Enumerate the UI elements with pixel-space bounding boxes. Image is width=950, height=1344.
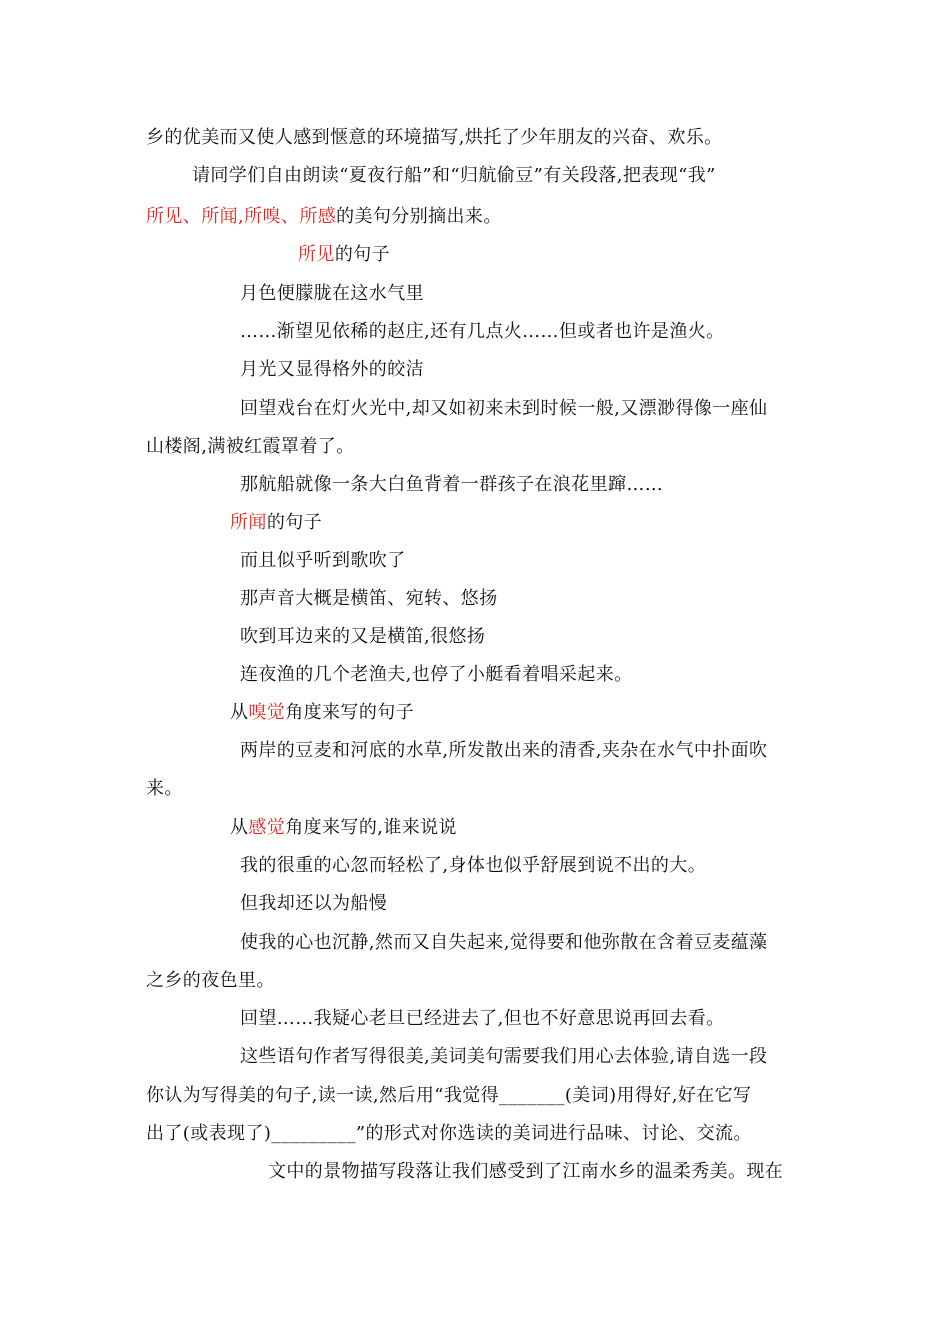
- heading-text: 角度来写的句子: [285, 702, 415, 723]
- highlight-senses: 所见、所闻,所嗅、所感: [146, 206, 337, 227]
- highlight-heard: 所闻: [230, 512, 267, 533]
- heading-text: 从: [230, 702, 249, 723]
- quote-line: 回望……我疑心老旦已经进去了,但也不好意思说再回去看。: [240, 1008, 725, 1029]
- quote-line: 吹到耳边来的又是横笛,很悠扬: [240, 626, 486, 647]
- heading-seen: [298, 243, 390, 267]
- quote-line: 使我的心也沉静,然而又自失起来,觉得要和他弥散在含着豆麦蕴藻: [240, 932, 768, 953]
- task-line: 这些语句作者写得很美,美词美句需要我们用心去体验,请自选一段: [240, 1046, 768, 1067]
- task-line: 出了(或表现了)_________”的形式对你选读的美词进行品味、讨论、交流。: [146, 1123, 752, 1144]
- quote-line: 那航船就像一条大白鱼背着一群孩子在浪花里蹿……: [240, 474, 664, 495]
- quote-line: 来。: [146, 778, 183, 799]
- heading-feel: [230, 816, 457, 840]
- heading-heard: [230, 511, 322, 535]
- heading-smell: [230, 701, 414, 725]
- paragraph-text: 的美句分别摘出来。: [336, 206, 502, 227]
- quote-line: ……渐望见依稀的赵庄,还有几点火……但或者也许是渔火。: [240, 321, 725, 342]
- highlight-feel: 感觉: [248, 817, 286, 838]
- heading-text: 的句子: [266, 512, 323, 533]
- quote-line: 回望戏台在灯火光中,却又如初来未到时候一般,又漂渺得像一座仙: [240, 398, 768, 419]
- quote-line: 而且似乎听到歌吹了: [240, 550, 406, 571]
- heading-text: 从: [230, 817, 249, 838]
- quote-line: 连夜渔的几个老渔夫,也停了小艇看着唱采起来。: [240, 664, 633, 685]
- paragraph-line: [146, 205, 502, 229]
- quote-line: 那声音大概是横笛、宛转、悠扬: [240, 588, 498, 609]
- quote-line: 我的很重的心忽而轻松了,身体也似乎舒展到说不出的大。: [240, 855, 707, 876]
- quote-line: 两岸的豆麦和河底的水草,所发散出来的清香,夹杂在水气中扑面吹: [240, 740, 768, 761]
- heading-text: 的句子: [334, 244, 391, 265]
- quote-line: 但我却还以为船慢: [240, 893, 388, 914]
- quote-line: 之乡的夜色里。: [146, 970, 275, 991]
- highlight-seen: 所见: [298, 244, 335, 265]
- quote-line: 月光又显得格外的皎洁: [240, 359, 424, 380]
- paragraph-line: 请同学们自由朗读“夏夜行船”和“归航偷豆”有关段落,把表现“我”: [192, 165, 716, 186]
- paragraph-line: 文中的景物描写段落让我们感受到了江南水乡的温柔秀美。现在: [268, 1161, 784, 1182]
- quote-line: 月色便朦胧在这水气里: [240, 283, 424, 304]
- task-line: 你认为写得美的句子,读一读,然后用“我觉得_______(美词)用得好,好在它写: [146, 1085, 752, 1106]
- quote-line: 山楼阁,满被红霞罩着了。: [146, 436, 355, 457]
- heading-text: 角度来写的,谁来说说: [285, 817, 457, 838]
- highlight-smell: 嗅觉: [248, 702, 286, 723]
- paragraph-line: 乡的优美而又使人感到惬意的环境描写,烘托了少年朋友的兴奋、欢乐。: [146, 127, 723, 148]
